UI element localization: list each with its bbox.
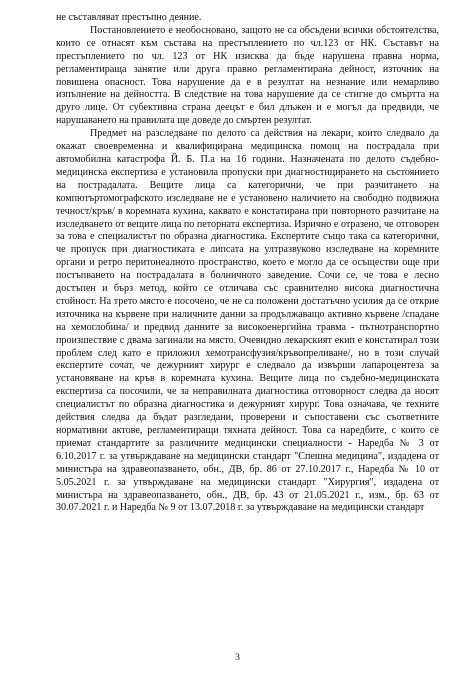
- paragraph-continuation: не съставляват престъпно деяние.: [56, 12, 202, 23]
- paragraph-investigation-subject: Предмет на разследване по делото са действия на лекари, които следвало да окажат своевременна и квалифицирана медицинска помощ на пострадала при автомобилна катастрофа Й. Б. П.а на 16 години. Назначената по делото съдебно-медицинска експертиза е установила пропуски при диагностицирането на състоянието на пострадалата. Вещите лица са категорични, че при разчитането на компютъртомографското изследване не е установено наличието на свободно подвижна течност/кръв/ в коремната кухина, каквато е констатирана при повторното разчитане на изследването от вещите лица по петорната експертиза. Изрично е отразено, че отговорен за това е специалистът по образна диагностика. Експертите също така са категорични, че пропуск при диагностиката е липсата на ултразвуково изследване на коремните органи и ретро перитонеалното пространство, което е могло да се осъществи още при постъпването на пострадалата в болничното заведение. Сочи се, че това е лесно достъпен и бърз метод, който се отличава със сравнително висока диагностична стойност. На трето място е посочено, че не са положени достатъчно усилия да се открие източника на кървене при наличните данни за продължаващо активно кървене /спадане на хемоглобина/ и предвид данните за високоенергийна травма - пътнотранспортно произшествие с двама загинали на място. Очевидно лекарският екип е констатирал този проблем след като е приложил хемотрансфузия/кръвопреливане/, но в този случай експертите сочат, че дежурният хирург е следвало да извърши лапароцентеза за установяване на кръв в коремната кухина. Вещите лица по съдебно-медицинската експертиза са посочили, че за неправилната диагностика отговорност следва да носят специалистът по образна диагностика и дежурният хирург. Това означава, че техните действия следва да бъдат разгледани, проверени и съпоставени със съответните нормативни актове, регламентиращи тяхната дейност. Това са наредбите, с които се приемат стандартите за различните медицински специалности - Наредба № 3 от 6.10.2017 г. за утвърждаване на медицински стандарт "Спешна медицина", издадена от министъра на здравеопазването, обн., ДВ, бр. 86 от 27.10.2017 г., Наредба № 10 от 5.05.2021 г. за утвърждаване на медицински стандарт "Хирургия", издадена от министъра на здравеопазването, обн., ДВ, бр. 43 от 21.05.2021 г., изм., бр. 63 от 30.07.2021 г. и Наредба № 9 от 13.07.2018 г. за утвърждаване на медицински стандарт: [56, 128, 439, 514]
- page-number: 3: [235, 653, 240, 663]
- paragraph-decision-unfounded: Постановлението е необосновано, защото не са обсъдени всички обстоятелства, които се отнасят към състава на престъплението по чл.123 от НК. Съставът на престъплението по чл. 123 от НК изисква да бъде нарушена правна норма, регламентираща занятие или друга правно регламентирана дейност, източник на повишена опасност. Това нарушение да е в резултат на незнание или немарливо изпълнение на дейността. В следствие на това нарушение да се стигне до смъртта на друго лице. От субективна страна деецът е бил длъжен и е могъл да предвиди, че нарушаването на правилата ще доведе до смъртен резултат.: [56, 24, 439, 127]
